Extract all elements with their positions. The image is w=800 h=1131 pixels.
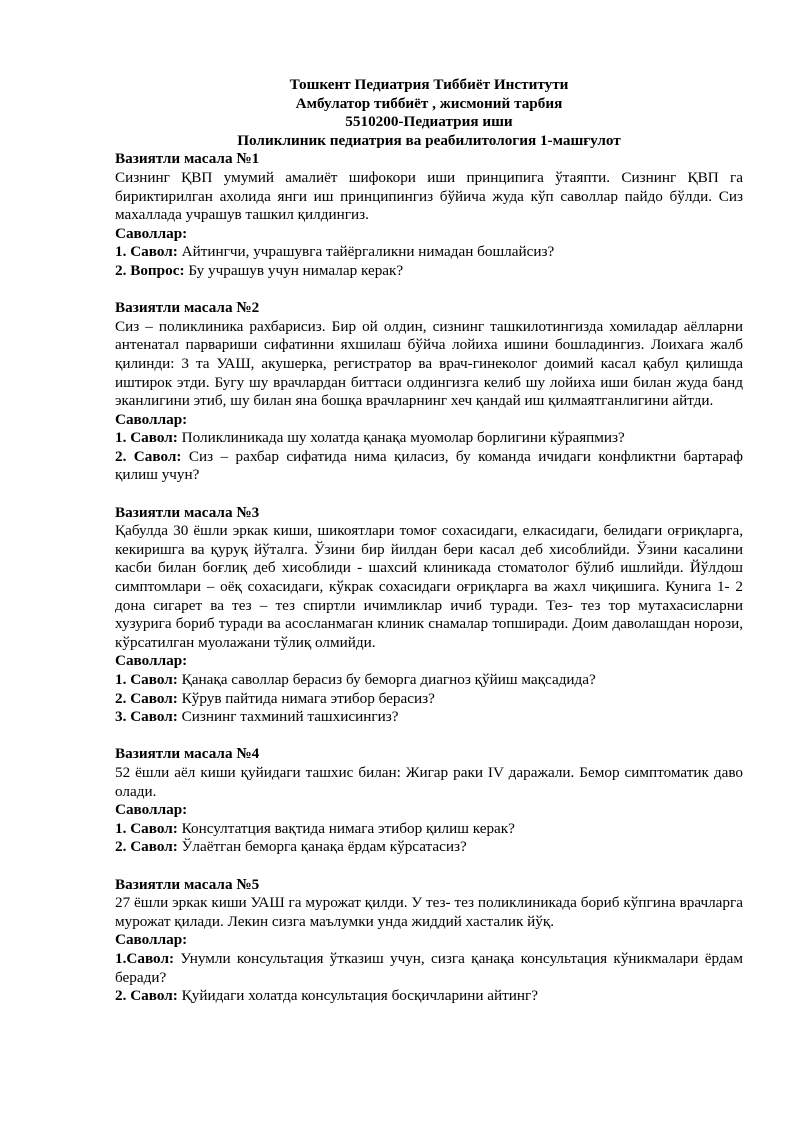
case-text: Сиз – поликлиника рахбарисиз. Бир ой олдин, сизнинг ташкилотингизда хомиладар аёлларни антенатал парвариши сифатинни яхшилаш бўйча лойиха ишини бошладингиз. Лоихага жалб қилинди: 3 та УАШ, акушерка, регистратор ва врач-гинеколог доимий касал қабул қилишда иштирок этди. Бугу шу врачлардан биттаси олдингизга келиб шу лойиха иши билан жуда банд эканлигини этиб, шу билан яна бошқа врачларнинг хеч қандай иш қилмаятганлигини айтди. bbox=[115, 317, 743, 410]
question-label: 2. Вопрос: bbox=[115, 261, 185, 279]
questions-heading: Саволлар: bbox=[115, 931, 188, 949]
case-text: Қабулда 30 ёшли эркак киши, шикоятлари томоғ сохасидаги, елкасидаги, белидаги оғриқларга, кекиришга ва қуруқ йўталга. Ўзини бир йилдан бери касал деб хисоблийди. Ўзини касалини касби билан боғлиқ деб хисоблиди - шахсий клиникада стоматолог бўлиб ишлийди. Йўлдош симптомлари – оёқ сохасидаги, кўкрак сохасидаги оғриқларга ва жахл чиқишига. Кунига 1- 2 дона сигарет ва тез – тез спиртли ичимликлар ичиб туради. Тез- тез тор мутахасисларни хузурига бориб туради ва асосланмаган клиник снамалар топширади. Доим даволашдан норози, кўрсатилган муолажани тўлиқ олмийди. bbox=[115, 522, 743, 651]
question-item bbox=[115, 429, 743, 448]
question-text: Консултатция вақтида нимага этибор қилиш керак? bbox=[177, 819, 515, 837]
question-item bbox=[115, 671, 743, 690]
question-label: 2. Савол: bbox=[115, 987, 178, 1005]
spacer bbox=[115, 727, 743, 746]
case-block bbox=[115, 876, 743, 1006]
case-title: Вазиятли масала №3 bbox=[115, 503, 260, 521]
question-label: 2. Савол: bbox=[115, 447, 182, 465]
question-label: 1. Савол: bbox=[115, 819, 178, 837]
case-block bbox=[115, 504, 743, 727]
question-label: 1. Савол: bbox=[115, 671, 178, 688]
question-text: Қуйидаги холатда консультация босқичларини айтинг? bbox=[177, 987, 538, 1005]
case-text: 27 ёшли эркак киши УАШ га мурожат қилди. У тез- тез поликлиникада бориб кўпгина врачларга мурожат қилади. Лекин сизга маълумки унда жиддий хасталик йўқ. bbox=[115, 894, 743, 930]
question-text: Ўлаётган беморга қанақа ёрдам кўрсатасиз? bbox=[177, 838, 467, 856]
document-page bbox=[115, 76, 743, 1006]
lesson-title: Поликлиник педиатрия ва реабилитология 1-машғулот bbox=[237, 131, 621, 149]
spacer bbox=[115, 857, 743, 876]
question-text: Унумли консультация ўтказиш учун, сизга қанақа консультация кўникмалари ёрдам беради? bbox=[115, 949, 743, 986]
cases-container bbox=[115, 150, 743, 1005]
question-item bbox=[115, 708, 743, 727]
question-text: Қанақа саволлар берасиз бу беморга диагноз қўйиш мақсадида? bbox=[177, 671, 596, 688]
question-text: Бу учрашув учун нималар керак? bbox=[184, 261, 404, 279]
question-label: 1.Савол: bbox=[115, 949, 175, 967]
questions-heading: Саволлар: bbox=[115, 652, 188, 670]
question-text: Сиз – рахбар сифатида нима қиласиз, бу команда ичидаги конфликтни бартараф қилиш учун? bbox=[115, 447, 743, 484]
document-header bbox=[115, 76, 743, 150]
case-title: Вазиятли масала №2 bbox=[115, 299, 260, 317]
question-item bbox=[115, 243, 743, 262]
case-block bbox=[115, 150, 743, 280]
question-item bbox=[115, 262, 743, 281]
question-item bbox=[115, 448, 743, 485]
question-label: 1. Савол: bbox=[115, 429, 178, 447]
questions-heading: Саволлар: bbox=[115, 410, 188, 428]
question-label: 2. Савол: bbox=[115, 689, 178, 707]
case-block bbox=[115, 745, 743, 857]
specialty-code: 5510200-Педиатрия иши bbox=[345, 113, 513, 131]
question-item bbox=[115, 838, 743, 857]
case-text: Сизнинг ҚВП умумий амалиёт шифокори иши принципига ўтаяпти. Сизнинг ҚВП га бириктирилган ахолида янги иш принципингиз бўйича жуда кўп саволлар пайдо бўлди. Сиз махаллада учрашув ташкил қилдингиз. bbox=[115, 168, 743, 224]
question-item bbox=[115, 950, 743, 987]
case-title: Вазиятли масала №5 bbox=[115, 875, 260, 893]
question-text: Айтингчи, учрашувга тайёргаликни нимадан бошлайсиз? bbox=[177, 243, 555, 261]
question-label: 1. Савол: bbox=[115, 243, 178, 261]
question-item bbox=[115, 987, 743, 1006]
questions-heading: Саволлар: bbox=[115, 801, 188, 819]
case-title: Вазиятли масала №4 bbox=[115, 745, 260, 763]
spacer bbox=[115, 485, 743, 504]
question-label: 3. Савол: bbox=[115, 708, 178, 726]
questions-heading: Саволлар: bbox=[115, 224, 188, 242]
question-label: 2. Савол: bbox=[115, 838, 178, 856]
question-text: Поликлиникада шу холатда қанақа муомолар борлигини кўраяпмиз? bbox=[177, 429, 625, 447]
question-text: Кўрув пайтида нимага этибор берасиз? bbox=[177, 689, 435, 707]
spacer bbox=[115, 281, 743, 300]
case-text: 52 ёшли аёл киши қуйидаги ташхис билан: Жигар раки IV даражали. Бемор симптоматик даво олади. bbox=[115, 763, 743, 800]
institute-name: Тошкент Педиатрия Тиббиёт Институти bbox=[289, 76, 569, 93]
case-block bbox=[115, 299, 743, 485]
department-name: Амбулатор тиббиёт , жисмоний тарбия bbox=[295, 94, 563, 112]
case-title: Вазиятли масала №1 bbox=[115, 150, 260, 168]
question-item bbox=[115, 690, 743, 709]
question-item bbox=[115, 820, 743, 839]
question-text: Сизнинг тахминий ташхисингиз? bbox=[177, 708, 399, 726]
